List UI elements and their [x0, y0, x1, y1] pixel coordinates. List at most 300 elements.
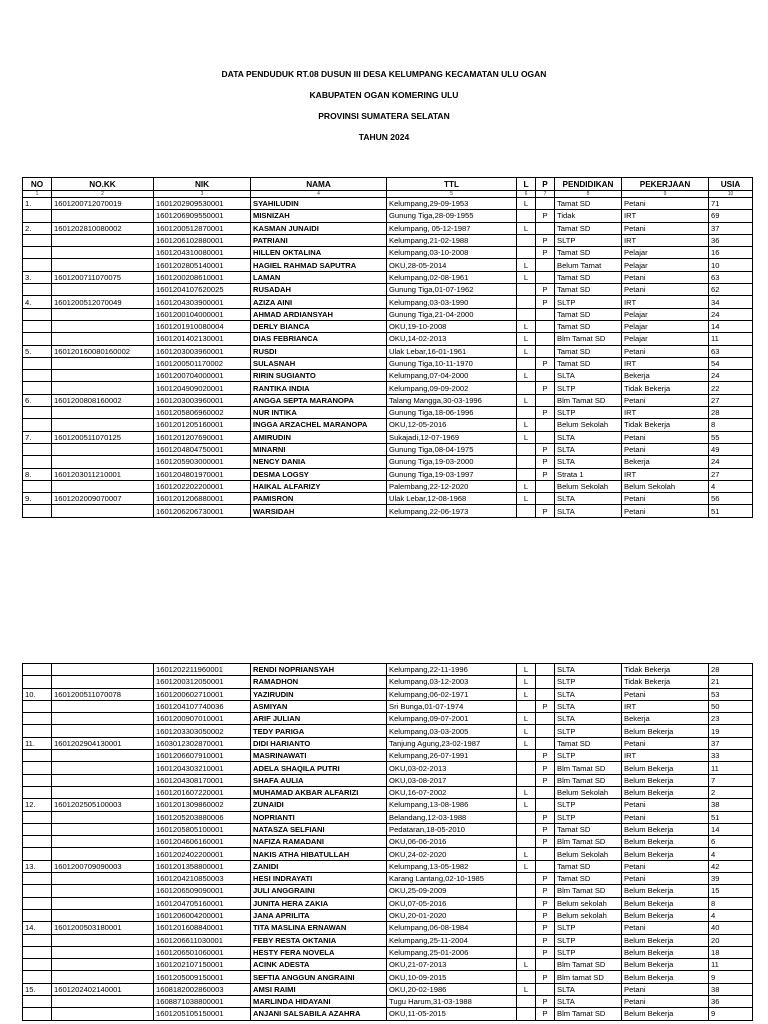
cell-pekerjaan: Petani [622, 996, 709, 1008]
cell-p: P [536, 774, 555, 786]
cell-nokk [52, 848, 154, 860]
cell-nama: RUSADAH [251, 284, 387, 296]
cell-no [23, 443, 52, 455]
cell-l [517, 996, 536, 1008]
cell-no: 14. [23, 922, 52, 934]
cell-ttl: OKU,28-05-2014 [387, 259, 517, 271]
cell-ttl: OKU,11-05-2015 [387, 1008, 517, 1020]
cell-nokk [52, 762, 154, 774]
cell-l [517, 284, 536, 296]
cell-no [23, 725, 52, 737]
cell-nik: 1601204107740036 [154, 700, 251, 712]
header-index: 3 [154, 191, 251, 198]
table-row [23, 320, 753, 332]
cell-pekerjaan: Belum Bekerja [622, 959, 709, 971]
cell-nama: WARSIDAH [251, 505, 387, 517]
table-row [23, 959, 753, 971]
cell-usia: 4 [709, 909, 753, 921]
cell-ttl: Kelumpang,22-11-1996 [387, 664, 517, 676]
cell-nokk [52, 946, 154, 958]
cell-l: L [517, 198, 536, 210]
cell-usia: 50 [709, 700, 753, 712]
cell-nokk [52, 909, 154, 921]
table-row [23, 836, 753, 848]
header-index: 5 [387, 191, 517, 198]
cell-l: L [517, 222, 536, 234]
cell-ttl: OKU,20-02-1986 [387, 983, 517, 995]
cell-usia: 19 [709, 725, 753, 737]
cell-ttl: Kelumpang,26-07-1991 [387, 750, 517, 762]
cell-no [23, 885, 52, 897]
cell-pekerjaan: IRT [622, 750, 709, 762]
cell-p [536, 860, 555, 872]
cell-nokk [52, 320, 154, 332]
cell-nokk [52, 664, 154, 676]
cell-pendidikan: Belum Sekolah [555, 419, 622, 431]
cell-usia: 28 [709, 664, 753, 676]
cell-ttl: Kelumpang,03-10-2008 [387, 247, 517, 259]
cell-pendidikan: Tamat SD [555, 860, 622, 872]
table-row [23, 234, 753, 246]
cell-pekerjaan: Pelajar [622, 308, 709, 320]
cell-nokk: 1601202505100003 [52, 799, 154, 811]
cell-nik: 1601205105150001 [154, 1008, 251, 1020]
cell-p: P [536, 382, 555, 394]
cell-pekerjaan: Belum Sekolah [622, 480, 709, 492]
cell-l [517, 762, 536, 774]
cell-pekerjaan: Belum Bekerja [622, 823, 709, 835]
cell-no: 5. [23, 345, 52, 357]
cell-l [517, 443, 536, 455]
cell-p: P [536, 836, 555, 848]
table-row [23, 934, 753, 946]
cell-pendidikan: SLTA [555, 688, 622, 700]
cell-usia: 10 [709, 259, 753, 271]
cell-usia: 36 [709, 996, 753, 1008]
cell-pendidikan: Belum Tamat [555, 259, 622, 271]
cell-p [536, 308, 555, 320]
cell-nokk: 1601200503180001 [52, 922, 154, 934]
cell-nokk: 1601200712070019 [52, 198, 154, 210]
cell-ttl: OKU,20-01-2020 [387, 909, 517, 921]
cell-p: P [536, 971, 555, 983]
cell-nokk [52, 1008, 154, 1020]
cell-nik: 1601201358800001 [154, 860, 251, 872]
cell-p [536, 725, 555, 737]
table-body-part-2 [23, 664, 753, 1021]
cell-usia: 7 [709, 774, 753, 786]
cell-l: L [517, 737, 536, 749]
cell-nik: 1601200312050001 [154, 676, 251, 688]
cell-pendidikan: SLTA [555, 700, 622, 712]
cell-nama: YAZIRUDIN [251, 688, 387, 700]
cell-p: P [536, 443, 555, 455]
cell-p [536, 333, 555, 345]
cell-nik: 1601204909020001 [154, 382, 251, 394]
table-row [23, 210, 753, 222]
cell-nama: JUNITA HERA ZAKIA [251, 897, 387, 909]
cell-pendidikan: SLTP [555, 922, 622, 934]
cell-pendidikan: Belum sekolah [555, 909, 622, 921]
table-row [23, 284, 753, 296]
cell-no: 1. [23, 198, 52, 210]
table-body-part-1 [23, 198, 753, 518]
cell-no [23, 848, 52, 860]
cell-pekerjaan: Petani [622, 443, 709, 455]
cell-pendidikan: Tidak [555, 210, 622, 222]
cell-l: L [517, 959, 536, 971]
cell-ttl: Ulak Lebar,16-01-1961 [387, 345, 517, 357]
cell-usia: 6 [709, 836, 753, 848]
cell-nik: 1601201402130001 [154, 333, 251, 345]
cell-pekerjaan: Pelajar [622, 320, 709, 332]
cell-nama: MISNIZAH [251, 210, 387, 222]
cell-no [23, 713, 52, 725]
cell-nama: JULI ANGGRAINI [251, 885, 387, 897]
header-nokk: NO.KK [52, 178, 154, 191]
table-row [23, 996, 753, 1008]
cell-p: P [536, 934, 555, 946]
cell-nokk: 1601200709090003 [52, 860, 154, 872]
cell-usia: 37 [709, 222, 753, 234]
cell-nokk [52, 382, 154, 394]
cell-nama: SHAFA AULIA [251, 774, 387, 786]
cell-nokk [52, 419, 154, 431]
cell-nama: RUSDI [251, 345, 387, 357]
cell-usia: 54 [709, 357, 753, 369]
cell-no [23, 320, 52, 332]
cell-nokk [52, 959, 154, 971]
cell-nik: 1601204606160001 [154, 836, 251, 848]
cell-usia: 23 [709, 713, 753, 725]
cell-nik: 1601206206730001 [154, 505, 251, 517]
cell-p: P [536, 468, 555, 480]
cell-nama: RENDI NOPRIANSYAH [251, 664, 387, 676]
cell-nama: DIDI HARIANTO [251, 737, 387, 749]
header-index: 9 [622, 191, 709, 198]
cell-nama: MASRINAWATI [251, 750, 387, 762]
cell-pekerjaan: IRT [622, 700, 709, 712]
cell-p: P [536, 885, 555, 897]
cell-pekerjaan: Petani [622, 860, 709, 872]
cell-ttl: Karang Lantang,02-10-1985 [387, 873, 517, 885]
cell-ttl: OKU,16-07-2002 [387, 786, 517, 798]
cell-pendidikan: SLTA [555, 664, 622, 676]
cell-l: L [517, 271, 536, 283]
table-row [23, 786, 753, 798]
cell-l: L [517, 345, 536, 357]
cell-no: 4. [23, 296, 52, 308]
cell-p: P [536, 811, 555, 823]
cell-nama: NUR INTIKA [251, 407, 387, 419]
cell-nokk [52, 407, 154, 419]
cell-pekerjaan: Pelajar [622, 333, 709, 345]
table-row [23, 198, 753, 210]
cell-nama: INGGA ARZACHEL MARANOPA [251, 419, 387, 431]
cell-nama: TEDY PARIGA [251, 725, 387, 737]
cell-nokk: 1601200511070125 [52, 431, 154, 443]
cell-no [23, 909, 52, 921]
cell-pekerjaan: Petani [622, 873, 709, 885]
cell-usia: 49 [709, 443, 753, 455]
cell-ttl: Kelumpang,07-04-2000 [387, 370, 517, 382]
cell-no [23, 676, 52, 688]
cell-no [23, 505, 52, 517]
cell-pendidikan: Blm Tamat SD [555, 836, 622, 848]
cell-nokk [52, 505, 154, 517]
cell-p [536, 983, 555, 995]
cell-nik: 1601205805100001 [154, 823, 251, 835]
cell-l [517, 308, 536, 320]
cell-l [517, 296, 536, 308]
document-titles [0, 64, 768, 148]
cell-usia: 38 [709, 799, 753, 811]
cell-nik: 1601200104000001 [154, 308, 251, 320]
header-index: 1 [23, 191, 52, 198]
cell-pendidikan: SLTA [555, 456, 622, 468]
cell-pendidikan: Tamat SD [555, 823, 622, 835]
cell-nama: HAGIEL RAHMAD SAPUTRA [251, 259, 387, 271]
cell-nama: AMSI RAIMI [251, 983, 387, 995]
table-row [23, 762, 753, 774]
cell-ttl: OKU,24-02-2020 [387, 848, 517, 860]
cell-usia: 37 [709, 737, 753, 749]
cell-pekerjaan: Belum Bekerja [622, 762, 709, 774]
cell-p: P [536, 922, 555, 934]
cell-l: L [517, 480, 536, 492]
cell-ttl: Gunung Tiga,19-03-2000 [387, 456, 517, 468]
cell-usia: 56 [709, 493, 753, 505]
cell-ttl: OKU,21-07-2013 [387, 959, 517, 971]
header-index: 2 [52, 191, 154, 198]
table-row [23, 345, 753, 357]
cell-nik: 1601205203880006 [154, 811, 251, 823]
cell-nokk [52, 836, 154, 848]
table-row [23, 737, 753, 749]
cell-pekerjaan: Petani [622, 345, 709, 357]
cell-pekerjaan: Petani [622, 505, 709, 517]
cell-no: 8. [23, 468, 52, 480]
cell-nama: ZANIDI [251, 860, 387, 872]
cell-ttl: Kelumpang,22-06-1973 [387, 505, 517, 517]
population-table-part-2 [22, 663, 753, 1021]
cell-nama: NOPRIANTI [251, 811, 387, 823]
header-index: 8 [555, 191, 622, 198]
cell-p [536, 222, 555, 234]
cell-usia: 38 [709, 983, 753, 995]
cell-nokk [52, 333, 154, 345]
cell-no [23, 700, 52, 712]
cell-pekerjaan: Petani [622, 222, 709, 234]
cell-l: L [517, 419, 536, 431]
cell-no [23, 333, 52, 345]
cell-ttl: Tugu Harum,31-03-1988 [387, 996, 517, 1008]
cell-ttl: Belandang,12-03-1988 [387, 811, 517, 823]
cell-ttl: Gunung Tiga,08-04-1975 [387, 443, 517, 455]
cell-pekerjaan: Bekerja [622, 713, 709, 725]
cell-pendidikan: Tamat SD [555, 357, 622, 369]
cell-no [23, 357, 52, 369]
cell-pendidikan: Belum Sekolah [555, 848, 622, 860]
cell-p: P [536, 296, 555, 308]
cell-pendidikan: Blm Tamat SD [555, 774, 622, 786]
cell-pendidikan: SLTP [555, 750, 622, 762]
cell-l [517, 811, 536, 823]
cell-ttl: OKU,19-10-2008 [387, 320, 517, 332]
cell-l [517, 909, 536, 921]
cell-p [536, 271, 555, 283]
cell-usia: 40 [709, 922, 753, 934]
cell-pekerjaan: Petani [622, 493, 709, 505]
cell-nik: 1601201608840001 [154, 922, 251, 934]
cell-ttl: OKU,12-05-2016 [387, 419, 517, 431]
table-row [23, 725, 753, 737]
cell-nama: ARIF JULIAN [251, 713, 387, 725]
cell-pendidikan: Blm Tamat SD [555, 762, 622, 774]
cell-pekerjaan: Belum Bekerja [622, 786, 709, 798]
cell-pekerjaan: Belum Bekerja [622, 897, 709, 909]
cell-p: P [536, 873, 555, 885]
cell-p: P [536, 946, 555, 958]
cell-usia: 11 [709, 959, 753, 971]
header-index: 4 [251, 191, 387, 198]
cell-pekerjaan: Belum Bekerja [622, 836, 709, 848]
cell-nik: 1601204705160001 [154, 897, 251, 909]
cell-pendidikan: Tamat SD [555, 873, 622, 885]
cell-pendidikan: SLTP [555, 676, 622, 688]
cell-nama: SYAHILUDIN [251, 198, 387, 210]
table-row [23, 419, 753, 431]
cell-nama: AHMAD ARDIANSYAH [251, 308, 387, 320]
cell-nik: 1601200704000001 [154, 370, 251, 382]
cell-ttl: Pedataran,18-05-2010 [387, 823, 517, 835]
cell-usia: 27 [709, 468, 753, 480]
cell-no [23, 774, 52, 786]
cell-no [23, 259, 52, 271]
cell-nama: PAMISRON [251, 493, 387, 505]
cell-pekerjaan: Belum Bekerja [622, 934, 709, 946]
cell-pendidikan: SLTP [555, 811, 622, 823]
cell-pekerjaan: Petani [622, 284, 709, 296]
cell-usia: 20 [709, 934, 753, 946]
cell-ttl: Kelumpang,03-12-2003 [387, 676, 517, 688]
cell-p: P [536, 762, 555, 774]
cell-pendidikan: SLTA [555, 493, 622, 505]
cell-nokk: 1601202009070007 [52, 493, 154, 505]
table-row [23, 676, 753, 688]
cell-nama: KASMAN JUNAIDI [251, 222, 387, 234]
cell-no [23, 959, 52, 971]
cell-usia: 34 [709, 296, 753, 308]
cell-pekerjaan: Petani [622, 688, 709, 700]
cell-p [536, 676, 555, 688]
cell-pendidikan: SLTP [555, 382, 622, 394]
cell-ttl: OKU,10-09-2015 [387, 971, 517, 983]
cell-nama: AMIRUDIN [251, 431, 387, 443]
cell-no [23, 934, 52, 946]
cell-ttl: Talang Mangga,30-03-1996 [387, 394, 517, 406]
cell-nik: 1601200602710001 [154, 688, 251, 700]
cell-p: P [536, 407, 555, 419]
cell-no: 3. [23, 271, 52, 283]
cell-no [23, 370, 52, 382]
cell-usia: 4 [709, 848, 753, 860]
cell-usia: 8 [709, 897, 753, 909]
title-line-2: KABUPATEN OGAN KOMERING ULU [309, 90, 459, 100]
table-row [23, 222, 753, 234]
cell-nama: HESI INDRAYATI [251, 873, 387, 885]
cell-nik: 1601204210850003 [154, 873, 251, 885]
cell-nama: ACINK ADESTA [251, 959, 387, 971]
cell-nik: 1601202402200001 [154, 848, 251, 860]
cell-pendidikan: Tamat SD [555, 271, 622, 283]
cell-ttl: Kelumpang,06-08-1984 [387, 922, 517, 934]
cell-l: L [517, 676, 536, 688]
cell-nokk [52, 725, 154, 737]
table-row [23, 308, 753, 320]
cell-pekerjaan: Petani [622, 799, 709, 811]
cell-pekerjaan: Pelajar [622, 259, 709, 271]
table-row [23, 897, 753, 909]
cell-nama: NENCY DANIA [251, 456, 387, 468]
cell-usia: 71 [709, 198, 753, 210]
cell-pekerjaan: IRT [622, 296, 709, 308]
table-row [23, 382, 753, 394]
cell-usia: 42 [709, 860, 753, 872]
cell-p [536, 959, 555, 971]
cell-nokk [52, 934, 154, 946]
cell-p: P [536, 1008, 555, 1020]
cell-l: L [517, 664, 536, 676]
cell-pekerjaan: Tidak Bekerja [622, 676, 709, 688]
cell-pekerjaan: Petani [622, 431, 709, 443]
cell-nokk [52, 443, 154, 455]
title-line-1: DATA PENDUDUK RT.08 DUSUN III DESA KELUMPANG KECAMATAN ULU OGAN [221, 69, 547, 79]
table-row [23, 443, 753, 455]
cell-p [536, 370, 555, 382]
cell-nokk: 1601200511070078 [52, 688, 154, 700]
cell-usia: 63 [709, 345, 753, 357]
cell-nama: MARLINDA HIDAYANI [251, 996, 387, 1008]
table-row [23, 456, 753, 468]
cell-ttl: Gunung Tiga,28-09-1955 [387, 210, 517, 222]
cell-nokk [52, 811, 154, 823]
cell-nama: ANJANI SALSABILA AZAHRA [251, 1008, 387, 1020]
cell-nik: 1601200208610001 [154, 271, 251, 283]
cell-pekerjaan: Petani [622, 922, 709, 934]
cell-l [517, 234, 536, 246]
cell-no: 6. [23, 394, 52, 406]
table-row [23, 848, 753, 860]
cell-l: L [517, 799, 536, 811]
cell-p: P [536, 456, 555, 468]
cell-usia: 16 [709, 247, 753, 259]
table-row [23, 799, 753, 811]
table-row [23, 774, 753, 786]
cell-p: P [536, 909, 555, 921]
cell-pendidikan: Tamat SD [555, 222, 622, 234]
cell-l: L [517, 394, 536, 406]
cell-pendidikan: Tamat SD [555, 284, 622, 296]
cell-nik: 1601201309860002 [154, 799, 251, 811]
table-row [23, 357, 753, 369]
cell-nokk: 1601200808160002 [52, 394, 154, 406]
table-row [23, 259, 753, 271]
cell-l [517, 897, 536, 909]
cell-l: L [517, 848, 536, 860]
cell-nokk: 1601202904130001 [52, 737, 154, 749]
cell-no [23, 419, 52, 431]
